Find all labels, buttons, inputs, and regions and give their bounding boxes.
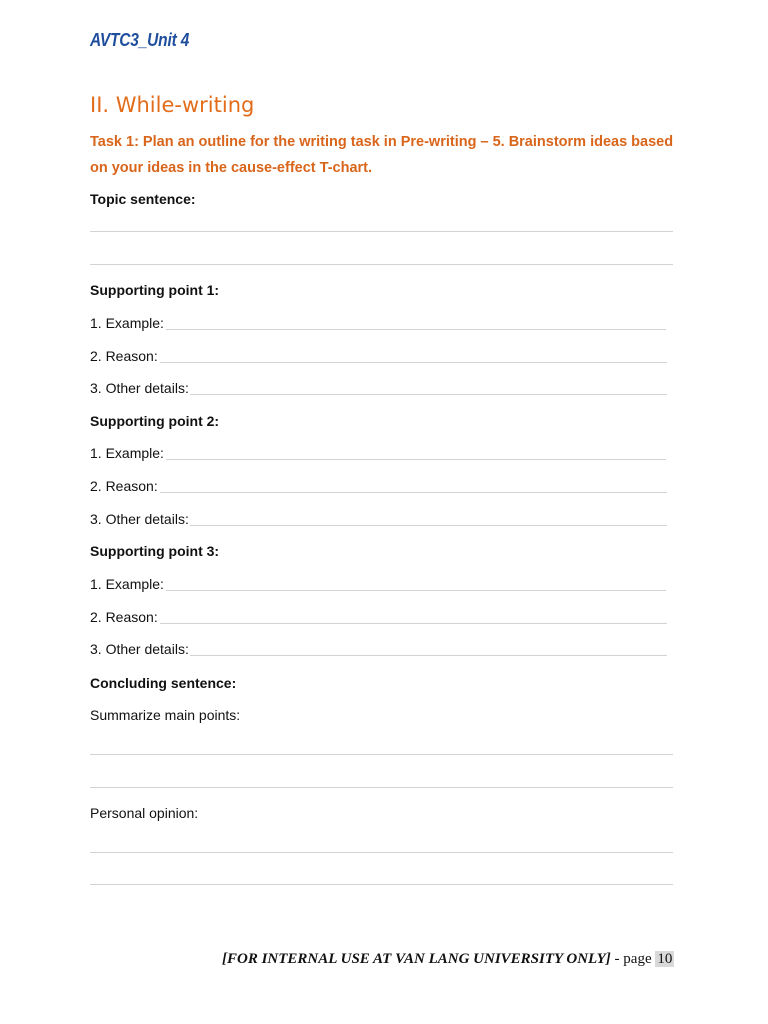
page-footer bbox=[222, 951, 674, 968]
point-3-reason-label: 2. Reason: bbox=[90, 609, 158, 625]
point-2-example-line[interactable] bbox=[166, 459, 666, 460]
supporting-point-2-heading: Supporting point 2: bbox=[90, 413, 220, 429]
point-1-details-label: 3. Other details: bbox=[90, 380, 189, 396]
point-3-example-label: 1. Example: bbox=[90, 576, 164, 592]
point-2-reason-label: 2. Reason: bbox=[90, 478, 158, 494]
point-3-reason-line[interactable] bbox=[160, 623, 667, 624]
point-2-reason-line[interactable] bbox=[160, 492, 667, 493]
point-1-reason-label: 2. Reason: bbox=[90, 348, 158, 364]
point-3-example-line[interactable] bbox=[166, 590, 666, 591]
point-2-details-line[interactable] bbox=[190, 525, 667, 526]
supporting-point-3-heading: Supporting point 3: bbox=[90, 543, 220, 559]
point-1-reason-line[interactable] bbox=[160, 362, 667, 363]
document-header: AVTC3_Unit 4 bbox=[90, 30, 190, 50]
summarize-main-points-label: Summarize main points: bbox=[90, 707, 241, 723]
concluding-sentence-heading: Concluding sentence: bbox=[90, 675, 237, 691]
point-3-details-label: 3. Other details: bbox=[90, 641, 189, 657]
point-3-details-line[interactable] bbox=[190, 655, 667, 656]
point-1-example-line[interactable] bbox=[166, 329, 666, 330]
page-number: 10 bbox=[657, 951, 673, 967]
footer-page-label: - page bbox=[610, 951, 656, 967]
section-title: II. While-writing bbox=[90, 93, 255, 117]
summary-line-1[interactable] bbox=[90, 754, 673, 755]
point-1-example-label: 1. Example: bbox=[90, 315, 164, 331]
summary-line-2[interactable] bbox=[90, 787, 673, 788]
point-2-example-label: 1. Example: bbox=[90, 445, 164, 461]
footer-notice: [FOR INTERNAL USE AT VAN LANG UNIVERSITY ONLY] bbox=[222, 951, 611, 967]
opinion-line-2[interactable] bbox=[90, 884, 673, 885]
topic-sentence-line-1[interactable] bbox=[90, 231, 673, 232]
point-1-details-line[interactable] bbox=[190, 394, 667, 395]
opinion-line-1[interactable] bbox=[90, 852, 673, 853]
topic-sentence-line-2[interactable] bbox=[90, 264, 673, 265]
supporting-point-1-heading: Supporting point 1: bbox=[90, 282, 220, 298]
point-2-details-label: 3. Other details: bbox=[90, 511, 189, 527]
personal-opinion-label: Personal opinion: bbox=[90, 805, 199, 821]
topic-sentence-label: Topic sentence: bbox=[90, 191, 196, 207]
task-instruction: Task 1: Plan an outline for the writing task in Pre-writing – 5. Brainstorm ideas based on your ideas in the cause-effect T-chart. bbox=[90, 134, 674, 176]
